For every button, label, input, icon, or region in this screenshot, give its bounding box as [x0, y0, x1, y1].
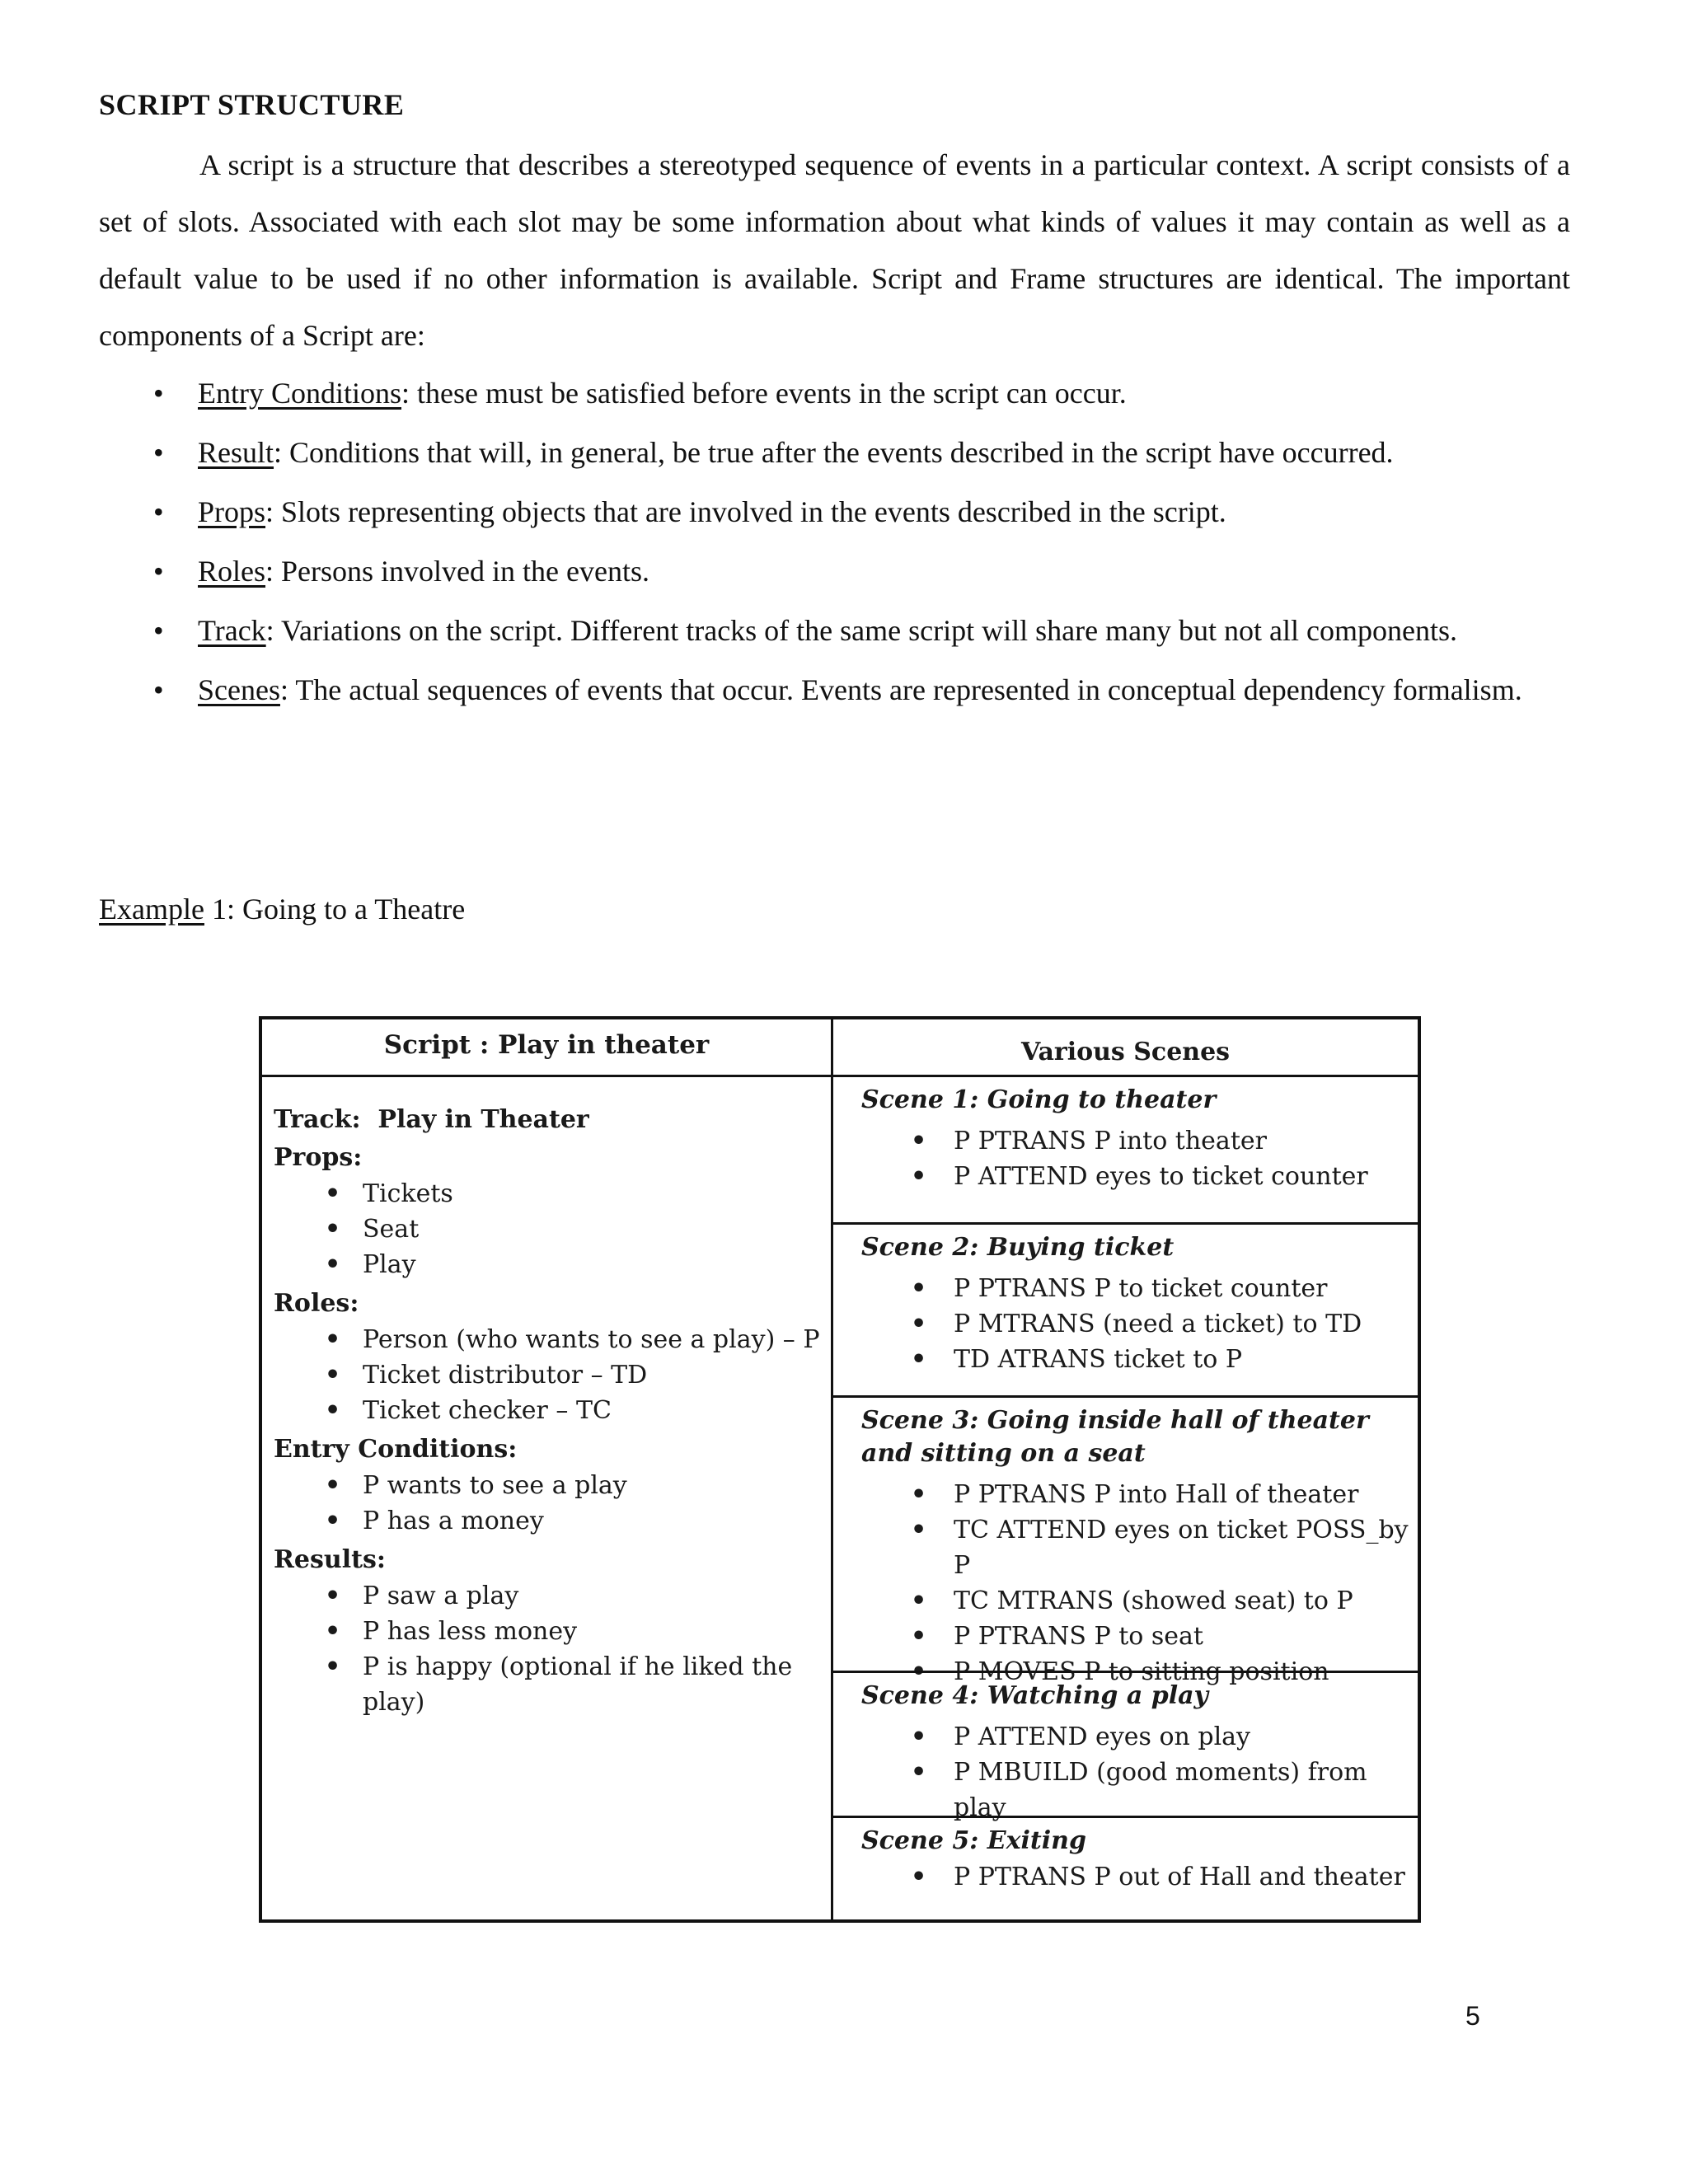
section-heading: SCRIPT STRUCTURE	[99, 88, 405, 121]
component-desc: : Variations on the script. Different tracks of the same script will share many but not all components.	[265, 614, 1457, 647]
bullet-icon: •	[325, 1361, 341, 1390]
bullet-icon: •	[911, 1480, 927, 1509]
list-item	[274, 1357, 826, 1393]
scene-step: P ATTEND eyes on play	[954, 1722, 1250, 1751]
entry-item: P wants to see a play	[363, 1471, 627, 1500]
bullet-icon: •	[911, 1127, 927, 1155]
scene-step: TC ATTEND eyes on ticket POSS_by P	[954, 1516, 1409, 1580]
list-item	[274, 1614, 826, 1649]
list-item	[274, 1578, 826, 1614]
scene-steps	[861, 1123, 1418, 1194]
list-item	[861, 1619, 1418, 1654]
props-label: Props:	[274, 1143, 363, 1172]
bullet-icon: •	[325, 1325, 341, 1354]
bullet-icon: •	[911, 1310, 927, 1338]
entry-conditions-label: Entry Conditions:	[274, 1435, 518, 1464]
scene-5	[833, 1816, 1418, 1919]
list-item	[99, 602, 1570, 658]
list-item	[861, 1123, 1418, 1159]
component-term: Entry Conditions	[198, 377, 402, 410]
list-item	[99, 424, 1570, 480]
bullet-icon: •	[325, 1507, 341, 1535]
list-item	[274, 1212, 826, 1247]
component-term: Roles	[198, 555, 266, 588]
scene-step: P MOVES P to sitting position	[954, 1657, 1329, 1686]
bullet-icon: •	[911, 1274, 927, 1303]
script-details	[274, 1102, 826, 1723]
bullet-icon: •	[325, 1471, 341, 1500]
bullet-icon: •	[911, 1586, 927, 1615]
scene-1	[833, 1077, 1418, 1222]
component-term: Result	[198, 436, 274, 469]
track-label: Track:	[274, 1105, 361, 1134]
scene-step: P PTRANS P out of Hall and theater	[954, 1863, 1405, 1891]
bullet-icon: •	[153, 614, 164, 647]
bullet-icon: •	[325, 1396, 341, 1425]
list-item	[274, 1393, 826, 1428]
bullet-icon: •	[325, 1215, 341, 1244]
component-desc: : Persons involved in the events.	[265, 555, 649, 588]
left-header: Script : Play in theater	[262, 1019, 831, 1077]
scene-step: TC MTRANS (showed seat) to P	[954, 1586, 1353, 1615]
page-number: 5	[1465, 2001, 1480, 2031]
bullet-icon: •	[153, 495, 164, 528]
list-item	[861, 1271, 1418, 1306]
scene-steps	[861, 1859, 1418, 1895]
list-item	[861, 1583, 1418, 1619]
prop-item: Play	[363, 1250, 416, 1279]
entry-item: P has a money	[363, 1507, 544, 1535]
scene-step: P PTRANS P to ticket counter	[954, 1274, 1328, 1303]
roles-label: Roles:	[274, 1289, 359, 1318]
list-item	[274, 1503, 826, 1539]
list-item	[861, 1159, 1418, 1194]
scene-3	[833, 1395, 1418, 1686]
list-item	[274, 1649, 826, 1720]
results-label: Results:	[274, 1545, 386, 1574]
scene-title: Scene 2: Buying ticket	[861, 1233, 1175, 1262]
list-item	[99, 484, 1570, 540]
prop-item: Tickets	[363, 1179, 453, 1208]
bullet-icon: •	[153, 555, 164, 588]
example-label: Example	[99, 893, 204, 926]
bullet-icon: •	[325, 1250, 341, 1279]
scene-2	[833, 1222, 1418, 1395]
scene-steps	[861, 1719, 1418, 1825]
scene-step: P MTRANS (need a ticket) to TD	[954, 1310, 1362, 1338]
scene-4	[833, 1671, 1418, 1822]
bullet-icon: •	[153, 673, 164, 706]
scene-title: Scene 5: Exiting	[861, 1826, 1086, 1855]
list-item	[274, 1247, 826, 1282]
list-item	[861, 1306, 1418, 1342]
script-table	[259, 1016, 1421, 1923]
bullet-icon: •	[911, 1622, 927, 1651]
roles-list	[274, 1322, 826, 1428]
bullet-icon: •	[325, 1582, 341, 1610]
results-list	[274, 1578, 826, 1720]
prop-item: Seat	[363, 1215, 420, 1244]
list-item	[99, 365, 1570, 421]
scene-step: P MBUILD (good moments) from play	[954, 1758, 1367, 1822]
list-item	[99, 662, 1570, 718]
example-text: 1: Going to a Theatre	[204, 893, 466, 926]
result-item: P is happy (optional if he liked the play)	[363, 1652, 793, 1717]
bullet-icon: •	[911, 1516, 927, 1544]
scene-step: P PTRANS P into theater	[954, 1127, 1267, 1155]
result-item: P saw a play	[363, 1582, 519, 1610]
component-term: Scenes	[198, 673, 280, 706]
bullet-icon: •	[911, 1345, 927, 1374]
scene-step: TD ATRANS ticket to P	[954, 1345, 1243, 1374]
scene-step: P PTRANS P to seat	[954, 1622, 1203, 1651]
component-desc: : Conditions that will, in general, be true after the events described in the script have occurred.	[274, 436, 1394, 469]
list-item	[274, 1322, 826, 1357]
bullet-icon: •	[911, 1722, 927, 1751]
scene-title: Scene 4: Watching a play	[861, 1681, 1208, 1710]
role-item: Ticket checker – TC	[363, 1396, 612, 1425]
component-desc: : these must be satisfied before events in the script can occur.	[401, 377, 1127, 410]
scene-title: Scene 3: Going inside hall of theater and sitting on a seat	[861, 1406, 1369, 1468]
scene-title: Scene 1: Going to theater	[861, 1085, 1217, 1114]
entry-conditions-list	[274, 1468, 826, 1539]
props-list	[274, 1176, 826, 1282]
intro-paragraph: A script is a structure that describes a stereotyped sequence of events in a particular context. A script consists of a set of slots. Associated with each slot may be some information about what kinds of values it may contain as well as a default value to be used if no other information is available. Script and Frame structures are identical. The important components of a Script are:	[99, 148, 1570, 352]
scene-steps	[861, 1271, 1418, 1377]
bullet-icon: •	[325, 1179, 341, 1208]
bullet-icon: •	[911, 1863, 927, 1891]
scene-step: P PTRANS P into Hall of theater	[954, 1480, 1359, 1509]
scene-steps	[861, 1477, 1418, 1690]
list-item	[861, 1342, 1418, 1377]
bullet-icon: •	[325, 1652, 341, 1681]
list-item	[274, 1468, 826, 1503]
role-item: Ticket distributor – TD	[363, 1361, 648, 1390]
bullet-icon: •	[911, 1162, 927, 1191]
component-desc: : The actual sequences of events that occur. Events are represented in conceptual dependency formalism.	[279, 673, 1522, 706]
scene-step: P ATTEND eyes to ticket counter	[954, 1162, 1368, 1191]
list-item	[861, 1719, 1418, 1755]
component-desc: : Slots representing objects that are involved in the events described in the script.	[265, 495, 1226, 528]
list-item	[861, 1859, 1418, 1895]
list-item	[861, 1477, 1418, 1512]
bullet-icon: •	[911, 1657, 927, 1686]
list-item	[274, 1176, 826, 1212]
component-term: Track	[198, 614, 266, 647]
bullet-icon: •	[911, 1758, 927, 1787]
components-list	[99, 365, 1570, 721]
bullet-icon: •	[325, 1617, 341, 1646]
role-item: Person (who wants to see a play) – P	[363, 1325, 820, 1354]
list-item	[861, 1512, 1418, 1583]
example-caption	[99, 892, 465, 926]
bullet-icon: •	[153, 377, 164, 410]
track-row	[274, 1102, 826, 1138]
track-value: Play in Theater	[377, 1105, 589, 1134]
result-item: P has less money	[363, 1617, 578, 1646]
component-term: Props	[198, 495, 266, 528]
right-header: Various Scenes	[833, 1019, 1418, 1077]
bullet-icon: •	[153, 436, 164, 469]
list-item	[99, 543, 1570, 599]
